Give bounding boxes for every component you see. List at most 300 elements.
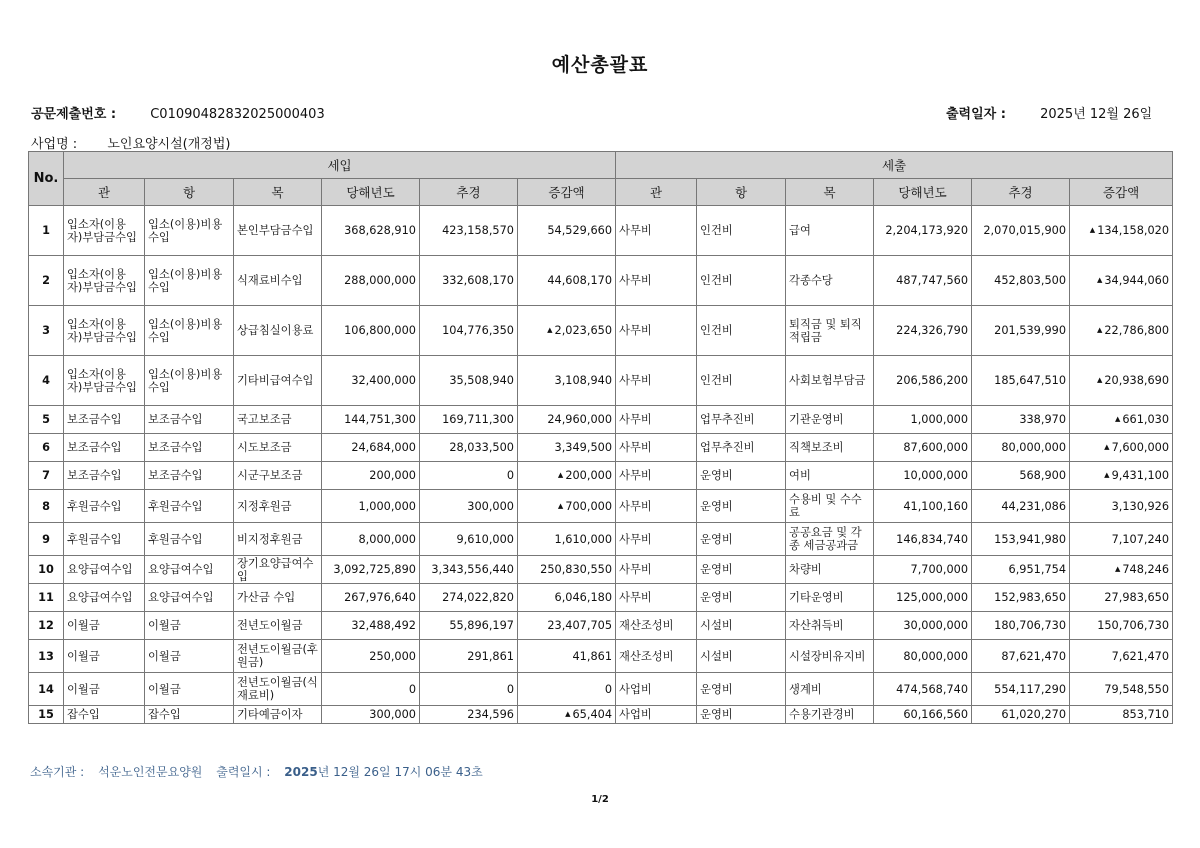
expense-current: [874, 584, 972, 612]
expense-mok-text: 여비: [789, 469, 811, 482]
expense-mok-text: 수용비 및 수수료: [789, 493, 862, 519]
revenue-mok: [234, 612, 322, 640]
expense-gwan: [616, 612, 697, 640]
expense-mok-text: 각종수당: [789, 274, 833, 287]
expense-supplementary: [972, 462, 1070, 490]
expense-supplementary-text: 554,117,290: [994, 682, 1067, 696]
expense-mok: [786, 306, 874, 356]
expense-supplementary-text: 153,941,980: [994, 532, 1067, 546]
revenue-gwan: [64, 406, 145, 434]
revenue-gwan-text: 후원금수입: [67, 499, 122, 513]
expense-gwan: [616, 556, 697, 584]
revenue-supplementary-text: 28,033,500: [449, 441, 514, 454]
doc-number-label: 공문제출번호 :: [31, 107, 117, 122]
expense-supplementary-text: 338,970: [1019, 413, 1067, 426]
revenue-current: [322, 306, 420, 356]
expense-current-text: 41,100,160: [903, 499, 969, 513]
expense-mok: [786, 584, 874, 612]
row-number-text: 9: [42, 532, 50, 546]
revenue-hang-text: 입소(이용)비용수입: [148, 267, 223, 294]
expense-gwan: [616, 206, 697, 256]
decrease-triangle-icon: ▲: [1104, 443, 1110, 451]
revenue-supplementary-text: 423,158,570: [442, 224, 514, 237]
revenue-hang-text: 이월금: [148, 682, 181, 696]
revenue-current-text: 106,800,000: [344, 324, 416, 337]
revenue-supplementary: [420, 706, 518, 724]
printed-year: 2025: [284, 765, 318, 779]
table-row: [29, 490, 1173, 523]
expense-supplementary-text: 2,070,015,900: [983, 224, 1067, 237]
expense-current-text: 30,000,000: [903, 619, 969, 632]
expense-supplementary: [972, 434, 1070, 462]
revenue-current: [322, 673, 420, 706]
row-number-text: 10: [38, 563, 54, 576]
expense-hang: [697, 434, 786, 462]
revenue-gwan: [64, 523, 145, 556]
revenue-gwan-text: 요양급여수입: [67, 563, 133, 576]
expense-difference-text: 134,158,020: [1097, 224, 1170, 237]
revenue-current: [322, 256, 420, 306]
revenue-supplementary-text: 55,896,197: [449, 619, 514, 632]
expense-supplementary: [972, 356, 1070, 406]
revenue-hang-text: 입소(이용)비용수입: [148, 317, 223, 344]
revenue-difference-text: 65,404: [572, 708, 613, 721]
expense-difference-text: 7,600,000: [1111, 441, 1170, 454]
expense-hang-text: 운영비: [700, 708, 733, 721]
revenue-difference: [518, 523, 616, 556]
expense-mok: [786, 673, 874, 706]
decrease-triangle-icon: ▲: [1096, 276, 1103, 284]
revenue-difference: [518, 256, 616, 306]
expense-gwan-text: 사무비: [619, 224, 652, 237]
row-number: [29, 462, 64, 490]
expense-current-text: 60,166,560: [903, 708, 969, 721]
expense-mok-text: 사회보험부담금: [789, 374, 866, 387]
print-date-value: 2025년 12월 26일: [1040, 107, 1153, 122]
expense-difference-text: 79,548,550: [1104, 682, 1170, 696]
revenue-difference-text: 700,000: [565, 499, 613, 513]
printed-datetime: 년 12월 26일 17시 06분 43초: [317, 765, 483, 779]
expense-gwan: [616, 706, 697, 724]
row-number-text: 5: [42, 413, 50, 426]
expense-hang-text: 인건비: [700, 374, 733, 387]
expense-difference: [1070, 406, 1173, 434]
table-row: [29, 640, 1173, 673]
column-header: 관: [616, 179, 697, 206]
expense-difference: [1070, 306, 1173, 356]
revenue-difference: [518, 612, 616, 640]
expense-supplementary: [972, 584, 1070, 612]
revenue-supplementary: [420, 256, 518, 306]
row-number-text: 3: [42, 324, 50, 337]
revenue-mok-text: 기타비급여수입: [237, 374, 314, 387]
revenue-hang-text: 후원금수입: [148, 499, 203, 513]
revenue-supplementary: [420, 640, 518, 673]
table-row: [29, 256, 1173, 306]
revenue-difference: [518, 673, 616, 706]
revenue-hang-text: 보조금수입: [148, 413, 203, 426]
revenue-difference: [518, 306, 616, 356]
expense-supplementary: [972, 523, 1070, 556]
revenue-mok: [234, 673, 322, 706]
expense-mok-text: 기타운영비: [789, 591, 844, 604]
row-number: [29, 584, 64, 612]
revenue-hang: [145, 306, 234, 356]
revenue-mok-text: 비지정후원금: [237, 532, 303, 546]
expense-supplementary: [972, 256, 1070, 306]
revenue-difference-text: 250,830,550: [540, 563, 613, 576]
expense-gwan-text: 재산조성비: [619, 619, 674, 632]
revenue-hang: [145, 256, 234, 306]
revenue-supplementary-text: 274,022,820: [442, 591, 514, 604]
decrease-triangle-icon: ▲: [1114, 565, 1121, 573]
expense-current: [874, 306, 972, 356]
expense-mok-text: 자산취득비: [789, 619, 844, 632]
revenue-mok: [234, 206, 322, 256]
revenue-difference-text: 54,529,660: [547, 224, 613, 237]
footer-info: [30, 763, 483, 780]
no-column-header: No.: [29, 152, 64, 206]
revenue-gwan-text: 입소자(이용자)부담금수입: [67, 317, 137, 344]
revenue-difference: [518, 640, 616, 673]
revenue-supplementary: [420, 356, 518, 406]
expense-difference: [1070, 556, 1173, 584]
revenue-current: [322, 356, 420, 406]
expense-hang-text: 업무추진비: [700, 441, 755, 454]
expense-hang: [697, 673, 786, 706]
revenue-gwan: [64, 640, 145, 673]
row-number: [29, 612, 64, 640]
revenue-current: [322, 206, 420, 256]
expense-supplementary-text: 44,231,086: [1001, 499, 1067, 513]
expense-mok: [786, 406, 874, 434]
expense-hang: [697, 706, 786, 724]
printed-label: 출력일시 :: [216, 765, 271, 779]
expense-difference: [1070, 523, 1173, 556]
expense-mok-text: 퇴직금 및 퇴직적립금: [789, 317, 862, 344]
expense-current: [874, 706, 972, 724]
expense-current: [874, 356, 972, 406]
revenue-hang: [145, 640, 234, 673]
row-number-text: 12: [38, 619, 54, 632]
expense-gwan-text: 사업비: [619, 708, 652, 721]
expense-mok-text: 공공요금 및 각종 세금공과금: [789, 526, 862, 552]
row-number-text: 11: [38, 591, 54, 604]
expense-hang: [697, 556, 786, 584]
revenue-gwan-text: 이월금: [67, 649, 100, 663]
revenue-supplementary: [420, 523, 518, 556]
expense-difference-text: 27,983,650: [1104, 591, 1170, 604]
revenue-difference: [518, 434, 616, 462]
revenue-supplementary: [420, 584, 518, 612]
expense-current-text: 80,000,000: [903, 649, 969, 663]
revenue-mok: [234, 462, 322, 490]
expense-difference-text: 7,107,240: [1111, 532, 1170, 546]
revenue-hang-text: 후원금수입: [148, 532, 203, 546]
revenue-gwan-text: 입소자(이용자)부담금수입: [67, 267, 137, 294]
revenue-supplementary: [420, 462, 518, 490]
revenue-difference-text: 44,608,170: [547, 274, 613, 287]
decrease-triangle-icon: ▲: [1089, 226, 1096, 234]
revenue-hang: [145, 612, 234, 640]
table-row: [29, 523, 1173, 556]
expense-supplementary-text: 80,000,000: [1001, 441, 1067, 454]
expense-gwan: [616, 306, 697, 356]
expense-difference: [1070, 490, 1173, 523]
revenue-hang-text: 입소(이용)비용수입: [148, 217, 223, 244]
expense-current-text: 2,204,173,920: [885, 224, 969, 237]
expense-difference-text: 20,938,690: [1104, 374, 1170, 387]
table-row: [29, 706, 1173, 724]
expense-gwan-text: 사무비: [619, 469, 652, 482]
revenue-mok: [234, 306, 322, 356]
revenue-current: [322, 490, 420, 523]
expense-hang: [697, 490, 786, 523]
revenue-hang: [145, 206, 234, 256]
expense-current-text: 1,000,000: [910, 413, 969, 426]
revenue-current-text: 267,976,640: [344, 591, 416, 604]
revenue-supplementary: [420, 206, 518, 256]
revenue-difference: [518, 406, 616, 434]
expense-mok-text: 수용기관경비: [789, 708, 855, 721]
print-date-row: [946, 103, 1152, 122]
revenue-hang: [145, 706, 234, 724]
expense-gwan-text: 사무비: [619, 563, 652, 576]
expense-mok: [786, 640, 874, 673]
revenue-gwan-text: 이월금: [67, 682, 100, 696]
revenue-hang: [145, 434, 234, 462]
expense-mok-text: 시설장비유지비: [789, 649, 866, 663]
expense-current: [874, 206, 972, 256]
expense-current: [874, 256, 972, 306]
expense-mok: [786, 256, 874, 306]
expense-hang: [697, 462, 786, 490]
expense-difference-text: 853,710: [1122, 708, 1170, 721]
revenue-hang-text: 이월금: [148, 619, 181, 632]
row-number-text: 4: [42, 374, 50, 387]
revenue-hang: [145, 523, 234, 556]
revenue-mok-text: 국고보조금: [237, 413, 292, 426]
expense-supplementary-text: 61,020,270: [1001, 708, 1067, 721]
revenue-current-text: 288,000,000: [344, 274, 416, 287]
revenue-gwan-text: 보조금수입: [67, 413, 122, 426]
expense-gwan-text: 사무비: [619, 499, 652, 513]
revenue-gwan-text: 요양급여수입: [67, 591, 133, 604]
expense-mok: [786, 612, 874, 640]
row-number: [29, 256, 64, 306]
revenue-mok-text: 본인부담금수입: [237, 224, 314, 237]
revenue-supplementary-text: 300,000: [467, 499, 514, 513]
expense-hang-text: 운영비: [700, 532, 733, 546]
row-number-text: 6: [42, 441, 50, 454]
revenue-current: [322, 584, 420, 612]
expense-mok: [786, 356, 874, 406]
row-number-text: 8: [42, 499, 50, 513]
expense-hang-text: 운영비: [700, 499, 733, 513]
revenue-current-text: 368,628,910: [344, 224, 416, 237]
revenue-current-text: 3,092,725,890: [333, 563, 416, 576]
revenue-gwan-text: 보조금수입: [67, 469, 122, 482]
expense-gwan: [616, 673, 697, 706]
row-number: [29, 490, 64, 523]
revenue-current: [322, 640, 420, 673]
expense-current-text: 474,568,740: [896, 682, 969, 696]
expense-gwan-text: 사무비: [619, 591, 652, 604]
revenue-gwan: [64, 462, 145, 490]
expense-hang-text: 운영비: [700, 682, 733, 696]
revenue-difference-text: 24,960,000: [547, 413, 613, 426]
expense-current-text: 125,000,000: [896, 591, 969, 604]
row-number: [29, 523, 64, 556]
column-header: 목: [786, 179, 874, 206]
page-title: 예산총괄표: [551, 54, 649, 76]
revenue-current: [322, 462, 420, 490]
revenue-gwan-text: 후원금수입: [67, 532, 122, 546]
revenue-gwan-text: 잡수입: [67, 708, 100, 721]
expense-difference-text: 748,246: [1122, 563, 1170, 576]
expense-gwan-text: 사무비: [619, 274, 652, 287]
expense-current-text: 206,586,200: [896, 374, 969, 387]
decrease-triangle-icon: ▲: [557, 471, 564, 479]
column-header: 항: [697, 179, 786, 206]
expense-mok: [786, 490, 874, 523]
print-date-label: 출력일자 :: [946, 107, 1006, 122]
expense-current-text: 487,747,560: [896, 274, 969, 287]
revenue-hang-text: 요양급여수입: [148, 591, 214, 604]
expense-supplementary: [972, 706, 1070, 724]
expense-hang-text: 시설비: [700, 649, 733, 663]
revenue-gwan: [64, 206, 145, 256]
row-number: [29, 206, 64, 256]
revenue-current-text: 250,000: [369, 649, 416, 663]
expense-group-header: 세출: [616, 152, 1173, 179]
expense-supplementary: [972, 640, 1070, 673]
revenue-difference-text: 0: [604, 682, 613, 696]
expense-gwan: [616, 640, 697, 673]
row-number-text: 14: [38, 682, 54, 696]
expense-current-text: 224,326,790: [896, 324, 969, 337]
expense-hang: [697, 406, 786, 434]
revenue-supplementary-text: 9,610,000: [456, 532, 514, 546]
expense-mok: [786, 434, 874, 462]
expense-supplementary-text: 152,983,650: [994, 591, 1067, 604]
project-label: 사업명 :: [31, 137, 78, 152]
revenue-supplementary: [420, 406, 518, 434]
revenue-current: [322, 523, 420, 556]
revenue-current-text: 32,488,492: [351, 619, 416, 632]
expense-supplementary: [972, 406, 1070, 434]
revenue-gwan: [64, 673, 145, 706]
expense-current-text: 146,834,740: [896, 532, 969, 546]
revenue-hang: [145, 356, 234, 406]
revenue-gwan: [64, 706, 145, 724]
revenue-current-text: 300,000: [369, 708, 416, 721]
revenue-difference-text: 1,610,000: [554, 532, 613, 546]
revenue-mok: [234, 356, 322, 406]
revenue-mok: [234, 584, 322, 612]
expense-hang: [697, 612, 786, 640]
revenue-gwan: [64, 556, 145, 584]
expense-gwan-text: 사무비: [619, 374, 652, 387]
expense-difference: [1070, 356, 1173, 406]
expense-mok: [786, 706, 874, 724]
expense-current-text: 10,000,000: [903, 469, 969, 482]
revenue-mok-text: 전년도이월금(식재료비): [237, 676, 318, 702]
row-number: [29, 434, 64, 462]
revenue-supplementary-text: 0: [506, 469, 514, 482]
revenue-hang: [145, 584, 234, 612]
expense-difference-text: 7,621,470: [1111, 649, 1170, 663]
revenue-difference: [518, 356, 616, 406]
doc-number-row: [31, 103, 325, 122]
expense-supplementary-text: 568,900: [1019, 469, 1067, 482]
expense-difference-text: 34,944,060: [1104, 274, 1170, 287]
revenue-supplementary-text: 291,861: [467, 649, 514, 663]
revenue-gwan: [64, 584, 145, 612]
expense-hang: [697, 206, 786, 256]
column-header: 추경: [972, 179, 1070, 206]
decrease-triangle-icon: ▲: [565, 710, 571, 718]
row-number: [29, 406, 64, 434]
project-value: 노인요양시설(개정법): [107, 137, 231, 152]
revenue-difference: [518, 556, 616, 584]
revenue-supplementary-text: 104,776,350: [442, 324, 514, 337]
project-row: [31, 133, 231, 152]
revenue-current: [322, 706, 420, 724]
revenue-hang: [145, 673, 234, 706]
expense-current: [874, 612, 972, 640]
expense-hang-text: 업무추진비: [700, 413, 755, 426]
revenue-difference: [518, 462, 616, 490]
expense-current: [874, 523, 972, 556]
revenue-mok-text: 기타예금이자: [237, 708, 303, 721]
revenue-mok: [234, 434, 322, 462]
revenue-hang: [145, 556, 234, 584]
column-header: 당해년도: [322, 179, 420, 206]
revenue-current-text: 0: [408, 682, 416, 696]
expense-gwan-text: 사무비: [619, 532, 652, 546]
revenue-hang: [145, 406, 234, 434]
revenue-supplementary: [420, 556, 518, 584]
row-number: [29, 673, 64, 706]
row-number-text: 2: [42, 274, 50, 287]
revenue-hang-text: 잡수입: [148, 708, 181, 721]
expense-supplementary: [972, 490, 1070, 523]
expense-supplementary-text: 185,647,510: [994, 374, 1067, 387]
expense-difference: [1070, 206, 1173, 256]
expense-hang-text: 운영비: [700, 563, 733, 576]
revenue-hang-text: 보조금수입: [148, 469, 203, 482]
revenue-mok-text: 전년도이월금(후원금): [237, 643, 318, 669]
expense-supplementary-text: 6,951,754: [1008, 563, 1067, 576]
expense-gwan: [616, 256, 697, 306]
expense-gwan-text: 사무비: [619, 441, 652, 454]
revenue-supplementary-text: 332,608,170: [442, 274, 514, 287]
expense-mok: [786, 206, 874, 256]
expense-mok-text: 기관운영비: [789, 413, 844, 426]
expense-current: [874, 640, 972, 673]
row-number: [29, 706, 64, 724]
revenue-gwan: [64, 356, 145, 406]
expense-current: [874, 673, 972, 706]
expense-hang: [697, 306, 786, 356]
revenue-mok: [234, 523, 322, 556]
expense-mok-text: 차량비: [789, 563, 822, 576]
page-number: 1/2: [591, 794, 609, 805]
revenue-mok: [234, 706, 322, 724]
revenue-supplementary: [420, 434, 518, 462]
row-number-text: 15: [38, 708, 54, 721]
